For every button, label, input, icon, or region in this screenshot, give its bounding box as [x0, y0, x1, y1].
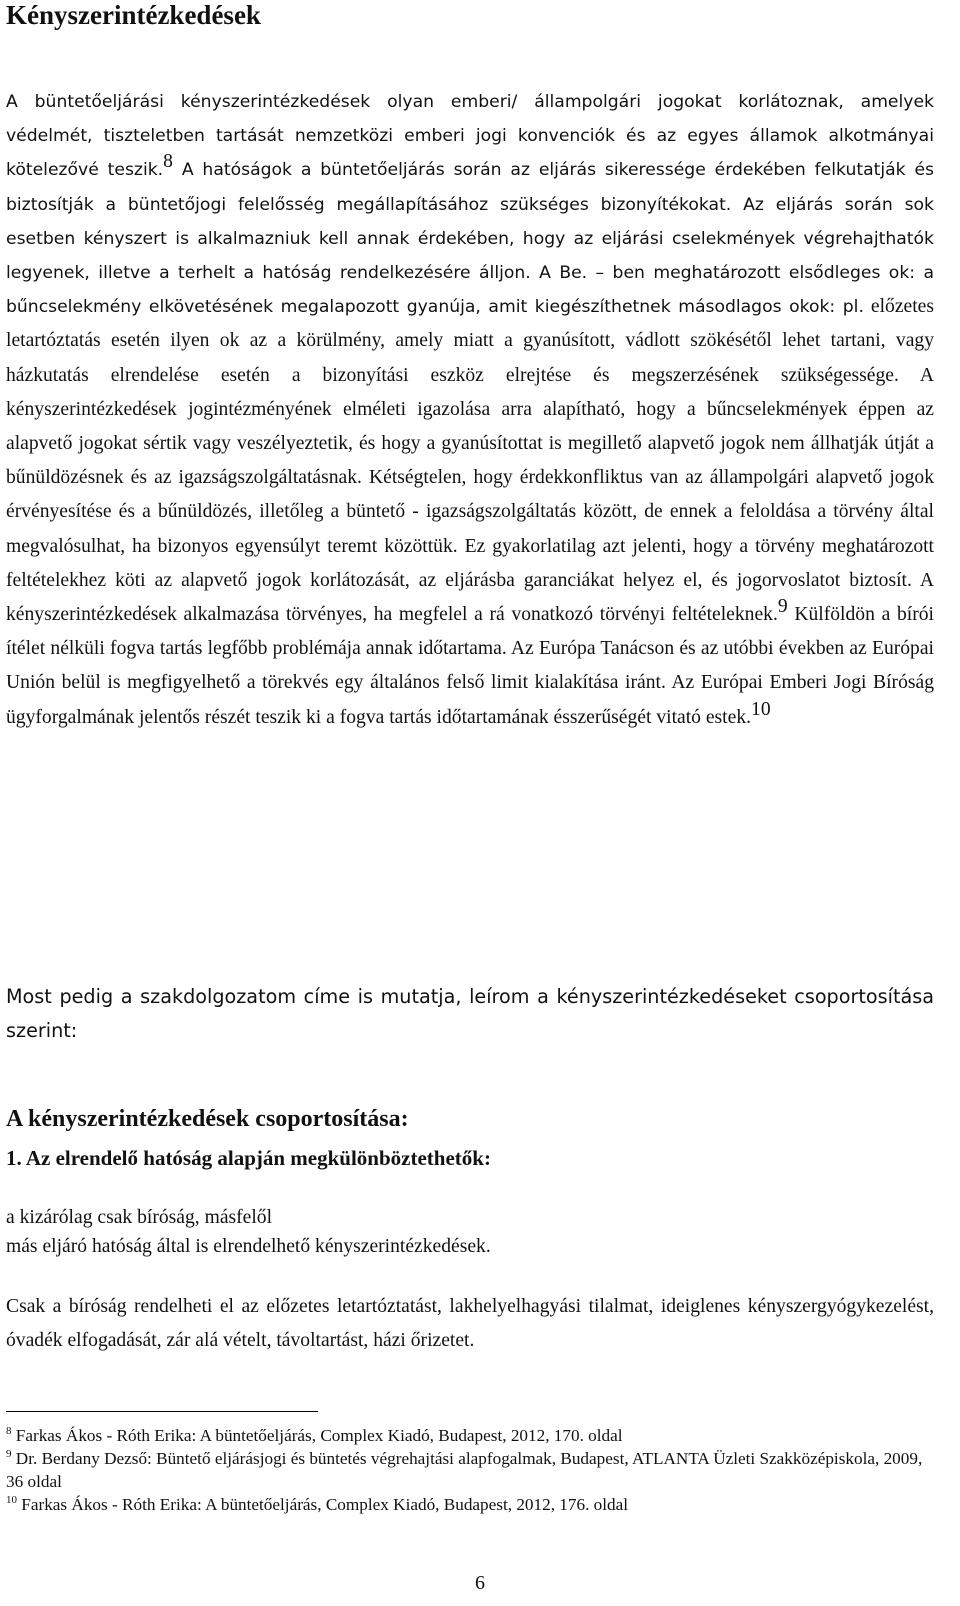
footnote-9 [6, 1447, 934, 1493]
footnote-text: Dr. Berdany Dezső: Büntető eljárásjogi és büntetés végrehajtási alapfogalmak, Budapest, ATLANTA Üzleti Szakközépiskola, 2009, 36 oldal [6, 1449, 923, 1491]
intro-sentence-4: Külföldön a bírói ítélet nélküli fogva tartás legfőbb problémája annak időtartama. Az Európa Tanácson és az utóbbi években az Európai Unión belül is megfigyelhető a törekvés egy általános felső limit kialakítása iránt. Az Európai Emberi Jogi Bíróság ügyforgalmának jelentős részét teszik ki a fogva tartás időtartamának ésszerűségét vitató estek. [6, 604, 934, 728]
footnote-number: 10 [6, 1494, 17, 1506]
intro-sentence-1: A büntetőeljárási kényszerintézkedések olyan emberi/ állampolgári jogokat korlátoznak, amelyek védelmét, tiszteletben tartását nemzetközi emberi jogi konvenciók és az egyes államok alkotmányai kötelezővé teszik. [6, 92, 934, 181]
intro-paragraph [6, 85, 934, 735]
intro-sentence-2: A hatóságok a büntetőeljárás során az eljárás sikeressége érdekében felkutatják és biztosítják a büntetőjogi felelősség megállapításához szükséges bizonyítékokat. Az eljárás során sok esetben kényszert is alkalmazniuk kell annak érdekében, hogy az eljárási cselekmények végrehajthatók legyenek, illetve a terhelt a hatóság rendelkezésére álljon. A Be. – ben meghatározott elsődleges ok: a bűncselekmény elkövetésének megalapozott gyanúja, amit kiegészíthetnek másodlagos okok: pl. [6, 160, 934, 318]
court-only-paragraph: Csak a bíróság rendelheti el az előzetes letartóztatást, lakhelyelhagyási tilalmat, ideiglenes kényszergyógykezelést, óvadék elfogadását, zár alá vételt, távoltartást, házi őrizetet. [6, 1296, 934, 1352]
list-item: a kizárólag csak bíróság, másfelől [6, 1207, 273, 1228]
outline-paragraph: Most pedig a szakdolgozatom címe is mutatja, leírom a kényszerintézkedéseket csoportosítása szerint: [6, 985, 934, 1043]
footnote-10 [6, 1493, 934, 1516]
section-title: A kényszerintézkedések csoportosítása: [6, 1106, 409, 1132]
footnote-8 [6, 1424, 934, 1447]
intro-sentence-3: előzetes letartóztatás esetén ilyen ok az a körülmény, amely miatt a gyanúsított, vádlott szökésétől lehet tartani, vagy házkutatás elrendelése esetén a bizonyítási eszköz elrejtése és megszerzésének szükségessége. A kényszerintézkedések jogintézményének elméleti igazolása arra alapítható, hogy a bűncselekmények éppen az alapvető jogokat sértik vagy veszélyeztetik, és hogy a gyanúsítottat is megillető alapvető jogok nem állhatják útját a bűnüldözésnek és az igazságszolgáltatásnak. Kétségtelen, hogy érdekkonfliktus van az állampolgári alapvető jogok érvényesítése és a bűnüldözés, illetőleg a büntető - igazságszolgáltatás között, de ennek a feloldása a törvény által megvalósulhat, ha bizonyos egyensúlyt teremt közöttük. Ez gyakorlatilag azt jelenti, hogy a törvény meghatározott feltételekhez köti az alapvető jogok korlátozását, az eljárásba garanciákat helyez el, és jogorvoslatot biztosít. A kényszerintézkedések alkalmazása törvényes, ha megfelel a rá vonatkozó törvényi feltételeknek. [6, 296, 934, 626]
page-number: 6 [475, 1572, 485, 1594]
list-item: más eljáró hatóság által is elrendelhető kényszerintézkedések. [6, 1236, 491, 1257]
subsection-title: 1. Az elrendelő hatóság alapján megkülönböztethetők: [6, 1146, 491, 1170]
footnote-ref-8[interactable]: 8 [163, 151, 173, 173]
page-title: Kényszerintézkedések [6, 0, 261, 30]
footnote-ref-10[interactable]: 10 [751, 698, 771, 720]
footnote-text: Farkas Ákos - Róth Erika: A büntetőeljárás, Complex Kiadó, Budapest, 2012, 170. oldal [15, 1426, 623, 1445]
footnote-number: 8 [6, 1425, 12, 1437]
footnote-ref-9[interactable]: 9 [777, 596, 788, 618]
footnote-number: 9 [6, 1448, 12, 1460]
footnote-separator [6, 1411, 318, 1412]
footnote-text: Farkas Ákos - Róth Erika: A büntetőeljárás, Complex Kiadó, Budapest, 2012, 176. oldal [21, 1495, 629, 1514]
